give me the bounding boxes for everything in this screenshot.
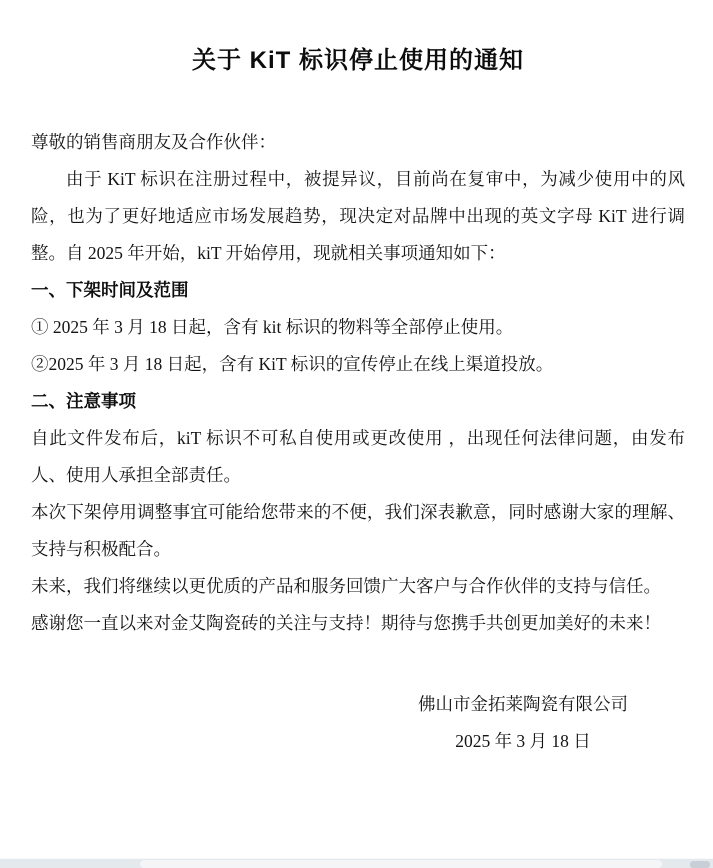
intro-paragraph: 由于 KiT 标识在注册过程中，被提异议，目前尚在复审中，为减少使用中的风险，也为了更好地适应市场发展趋势，现决定对品牌中出现的英文字母 KiT 进行调整。自 2025 年开始，kiT 开始停用，现就相关事项通知如下： xyxy=(31,169,685,263)
signature-date: 2025 年 3 月 18 日 xyxy=(455,731,591,751)
notice-paragraph-liability: 自此文件发布后，kiT 标识不可私自使用或更改使用 ，出现任何法律问题，由发布人、使用人承担全部责任。 xyxy=(31,428,685,485)
notice-paragraph-apology: 本次下架停用调整事宜可能给您带来的不便，我们深表歉意，同时感谢大家的理解、支持与积极配合。 xyxy=(31,502,685,559)
notice-paragraph-future: 未来，我们将继续以更优质的产品和服务回馈广大客户与合作伙伴的支持与信任。 xyxy=(31,576,661,596)
company-name: 佛山市金拓莱陶瓷有限公司 xyxy=(418,694,628,714)
salutation: 尊敬的销售商朋友及合作伙伴： xyxy=(31,132,276,152)
document-title: 关于 KiT 标识停止使用的通知 xyxy=(192,47,524,74)
signature-block xyxy=(418,686,628,760)
horizontal-scrollbar[interactable] xyxy=(0,858,713,868)
closing-paragraph: 感谢您一直以来对金艾陶瓷砖的关注与支持！期待与您携手共创更加美好的未来！ xyxy=(31,613,661,633)
notice-item-1: ① 2025 年 3 月 18 日起，含有 kit 标识的物料等全部停止使用。 xyxy=(31,317,514,337)
notice-item-2: ②2025 年 3 月 18 日起，含有 KiT 标识的宣传停止在线上渠道投放。 xyxy=(31,354,554,374)
section-2-heading: 二、注意事项 xyxy=(31,391,136,411)
scrollbar-thumb[interactable] xyxy=(140,860,662,868)
scrollbar-corner xyxy=(690,861,710,868)
section-1-heading: 一、下架时间及范围 xyxy=(31,280,189,300)
